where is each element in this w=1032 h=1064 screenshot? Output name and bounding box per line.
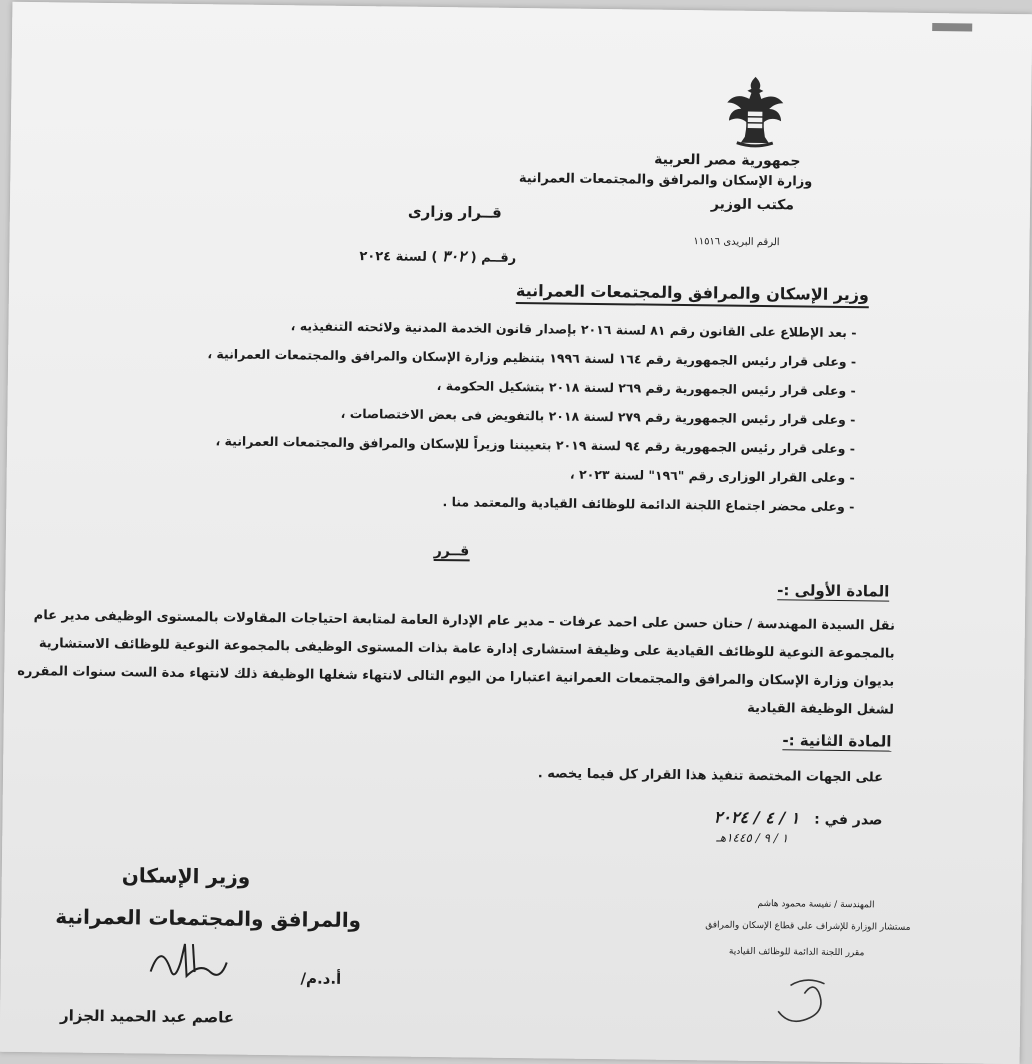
signatory-academic-title: أ.د.م/ [300,969,341,987]
scan-mark [932,23,972,31]
decree-number-label: رقــم [481,251,516,266]
decided-heading: قــرر [434,543,470,561]
decree-number-value: ٣٠٢ [442,247,466,265]
recital-item: - وعلى قرار رئيس الجمهورية رقم ١٦٤ لسنة ١٩٩٦ بتنظيم وزارة الإسكان والمرافق والمجتمعات العمرانية ، [116,338,856,376]
recital-item: - بعد الإطلاع على القانون رقم ٨١ لسنة ٢٠١٦ بإصدار قانون الخدمة المدنية ولائحته التنفيذيه ، [116,309,856,347]
signatory-title-line1: وزير الإسكان [122,863,251,889]
recital-item: - وعلى قرار رئيس الجمهورية رقم ٢٧٩ لسنة ٢٠١٨ بالتفويض فى بعض الاختصاصات ، [115,396,855,434]
minister-heading: وزير الإسكان والمرافق والمجتمعات العمرانية [516,281,869,308]
issued-date: ١ / ٤ / ٢٠٢٤ [714,807,800,827]
recital-item: - وعلى قرار رئيس الجمهورية رقم ٩٤ لسنة ٢٠١٩ بتعييننا وزيراً للإسكان والمرافق والمجتمعات العمرانية ، [115,425,855,463]
issued-date-line [714,807,883,828]
decree-number: رقــم ( ٣٠٢ ) لسنة ٢٠٢٤ [359,246,516,266]
signatory-name: عاصم عبد الحميد الجزار [60,1006,234,1026]
recital-item: - وعلى القرار الوزارى رقم "١٩٦" لسنة ٢٠٢٣ ، [115,454,855,492]
header-ministry: وزارة الإسكان والمرافق والمجتمعات العمرانية [519,171,813,190]
article2-body: على الجهات المختصة تنفيذ هذا القرار كل فيما يخصه . [538,766,883,785]
article2-heading: المادة الثانية :- [782,731,891,751]
issued-label: صدر في : [814,812,883,829]
signatory-title-line2: والمرافق والمجتمعات العمرانية [55,904,361,932]
decree-year: لسنة ٢٠٢٤ [359,249,427,265]
decree-document [0,2,1032,1064]
header-postal-code: الرقم البريدى ١١٥١٦ [693,236,779,248]
header-republic: جمهورية مصر العربية [654,152,801,170]
article1-heading: المادة الأولى :- [777,581,889,601]
recital-item: - وعلى محضر اجتماع اللجنة الدائمة للوظائف القيادية والمعتمد منا . [114,483,854,521]
recitals-list [114,309,856,521]
engineer-committee-role: مقرر اللجنة الدائمة للوظائف القيادية [729,947,865,959]
engineer-name: المهندسة / نفيسة محمود هاشم [757,899,874,910]
header-office: مكتب الوزير [711,196,794,213]
engineer-signature-icon [770,971,841,1032]
engineer-position: مستشار الوزارة للإشراف على قطاع الإسكان والمرافق [705,920,910,933]
recital-item: - وعلى قرار رئيس الجمهورية رقم ٢٦٩ لسنة ٢٠١٨ بتشكيل الحكومة ، [116,367,856,405]
article1-body: نقل السيدة المهندسة / حنان حسن على احمد عرفات – مدير عام الإدارة العامة لمتابعة احتياجات المقاولات بالمستوى الوظيفى مدير عام بالمجموعة النوعية للوظائف القيادية على وظيفة استشارى إدارة عامة بذات المستوى الوظيفى بالمجموعة النوعية للوظائف الاستشارية بديوان وزارة الإسكان والمرافق والمجتمعات العمرانية اعتبارا من اليوم التالى لانتهاء شغلها الوظيفة ذلك لانتهاء مدة الست سنوات المقرره لشغل الوظيفة القيادية [4,602,895,725]
eagle-emblem-icon [723,73,788,150]
issued-hijri-date: ١ / ٩ / ١٤٤٥هـ [716,830,788,845]
minister-signature-icon [140,931,231,992]
decree-title: قــرار وزارى [408,203,502,222]
